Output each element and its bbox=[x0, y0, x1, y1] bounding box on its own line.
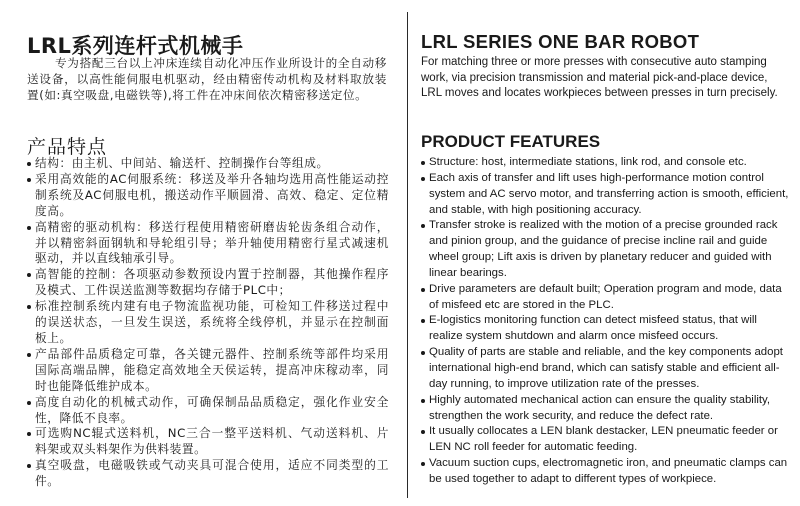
features-heading-chinese: 产品特点 bbox=[27, 136, 108, 158]
feature-item: Drive parameters are default built; Operation program and mode, data of misfeed etc are stored in the PLC. bbox=[421, 282, 793, 314]
feature-item: 结构：由主机、中间站、输送杆、控制操作台等组成。 bbox=[27, 156, 389, 172]
feature-item: 采用高效能的AC伺服系统：移送及举升各轴均选用高性能运动控制系统及AC伺服电机，搬送动作平顺圆滑、高效、稳定、定位精度高。 bbox=[27, 172, 389, 220]
feature-item: Highly automated mechanical action can ensure the quality stability, strengthen the work security, and reduce the defect rate. bbox=[421, 393, 793, 425]
feature-item: 高智能的控制：各项驱动参数预设内置于控制器，其他操作程序及模式、工件误送监测等数据均存储于PLC中； bbox=[27, 267, 389, 299]
intro-paragraph-english: For matching three or more presses with consecutive auto stamping work, via precision transmission and material pick-and-place device, LRL moves and locates workpieces between presses in turn precisely. bbox=[421, 56, 778, 100]
feature-item: E-logistics monitoring function can detect misfeed status, that will realize system shutdown and alarm once misfeed occurs. bbox=[421, 313, 793, 345]
feature-item: 高精密的驱动机构：移送行程使用精密研磨齿轮齿条组合动作，并以精密斜面钢轨和导轮组引导；举升轴使用精密行星式减速机驱动，并以直线轴承引导。 bbox=[27, 220, 389, 268]
feature-item: Each axis of transfer and lift uses high-performance motion control system and AC servo motor, and transferring action is smooth, efficient, and stable, with high positioning accuracy. bbox=[421, 171, 793, 219]
feature-item: 产品部件品质稳定可靠，各关键元器件、控制系统等部件均采用国际高端品牌，能稳定高效地全天侯运转，提高冲床稼动率，同时也能降低维护成本。 bbox=[27, 347, 389, 395]
feature-item: 标准控制系统内建有电子物流监视功能，可检知工件移送过程中的误送状态，一旦发生误送，系统将全线停机，并显示在控制面板上。 bbox=[27, 299, 389, 347]
intro-paragraph-chinese: 专为搭配三台以上冲床连续自动化冲压作业所设计的全自动移送设备，以高性能伺服电机驱动，经由精密传动机构及材料取放装置(如:真空吸盘,电磁铁等),将工件在冲床间依次精密移送定位。 bbox=[27, 56, 387, 102]
page-title-chinese: LRL系列连杆式机械手 bbox=[27, 34, 244, 58]
feature-item: Structure: host, intermediate stations, link rod, and console etc. bbox=[421, 155, 793, 171]
feature-item: It usually collocates a LEN blank destacker, LEN pneumatic feeder or LEN NC roll feeder for automatic feeding. bbox=[421, 424, 793, 456]
page-title-english: LRL SERIES ONE BAR ROBOT bbox=[421, 31, 700, 52]
features-list-english bbox=[421, 155, 793, 488]
feature-item: 高度自动化的机械式动作，可确保制品品质稳定，强化作业安全性，降低不良率。 bbox=[27, 395, 389, 427]
feature-item: Vacuum suction cups, electromagnetic iron, and pneumatic clamps can be used together to adapt to different types of workpiece. bbox=[421, 456, 793, 488]
feature-item: 真空吸盘，电磁吸铁或气动夹具可混合使用，适应不同类型的工件。 bbox=[27, 458, 389, 490]
features-list-chinese bbox=[27, 156, 389, 490]
feature-item: Quality of parts are stable and reliable, and the key components adopt international high-end brand, which can satisfy stable and efficient all-day running, to improve utilization rate of the presses. bbox=[421, 345, 793, 393]
features-heading-english: PRODUCT FEATURES bbox=[421, 132, 601, 151]
feature-item: 可选购NC辊式送料机，NC三合一整平送料机、气动送料机、片料架或双头料架作为供料装置。 bbox=[27, 426, 389, 458]
column-divider bbox=[407, 12, 408, 498]
feature-item: Transfer stroke is realized with the motion of a precise grounded rack and pinion group, and the guidance of precise incline rail and guide wheel group; Lift axis is driven by planetary reducer and guided with linear bearings. bbox=[421, 218, 793, 281]
